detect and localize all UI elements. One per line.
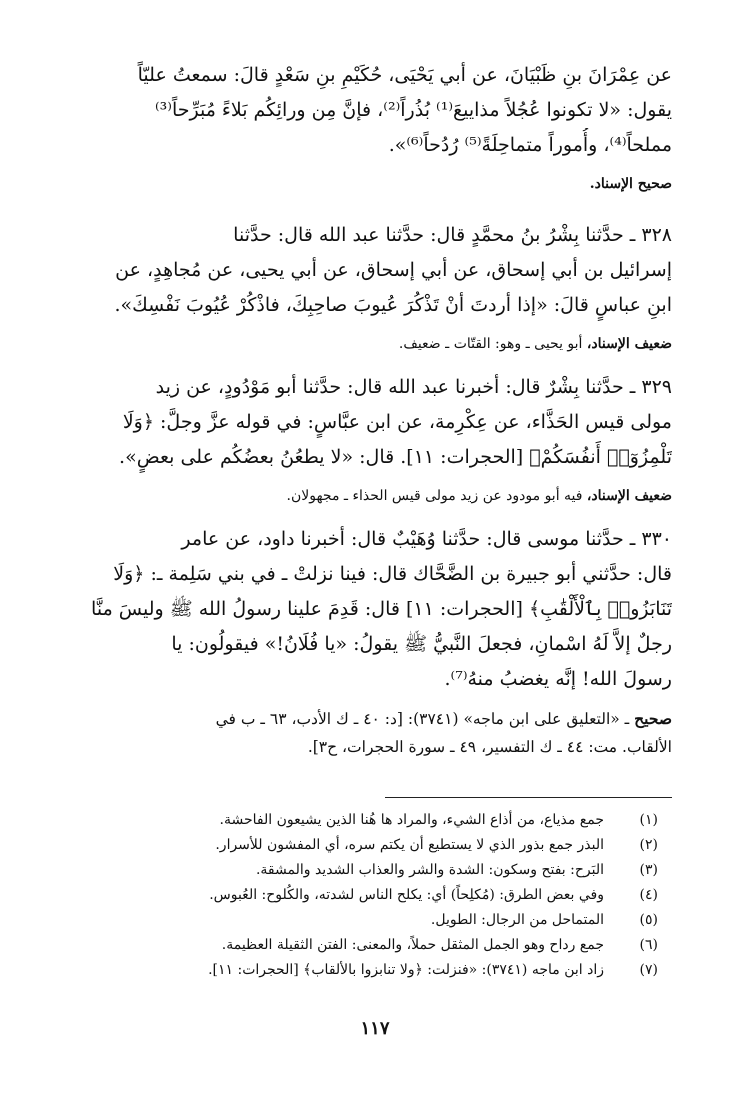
footnote-text: المتماحل من الرجال: الطويل.	[430, 912, 604, 928]
text-line: إسرائيل بن أبي إسحاق، عن أبي إسحاق، عن أبي يحيى، عن مُجاهِدٍ، عن	[115, 259, 672, 281]
text-line: رجلٌ إلاَّ لَهُ اسْمانِ، فجعلَ النَّبيُّ ﷺ يقولُ: «يا فُلَانُ!» فيقولُون: يا	[171, 633, 672, 655]
footnote	[66, 883, 672, 908]
grade-label: صحيح الإسناد.	[589, 176, 672, 192]
footnote-number: (٢)	[639, 837, 658, 853]
grade-label: صحيح	[634, 709, 672, 728]
grading-note	[66, 705, 672, 761]
footnote-number: (٤)	[639, 887, 658, 903]
text-line: عن عِمْرَانَ بنِ ظَبْيَانَ، عن أبي يَحْيَى، حُكَيْمِ بنِ سَعْدٍ قالَ: سمعتُ عليّاً	[137, 64, 672, 86]
footnote-text: زاد ابن ماجه (٣٧٤١): «فنزلت: ﴿ولا تنابزوا بالألقاب﴾ [الحجرات: ١١].	[208, 962, 604, 978]
text-line	[66, 705, 672, 733]
text-line: ٣٣٠ ـ حدَّثنا موسى قال: حدَّثنا وُهَيْبٌ قال: أخبرنا داود، عن عامر	[181, 528, 672, 550]
page-number: ١١٧	[360, 1018, 390, 1039]
footnote	[66, 933, 672, 958]
footnote-text: وفي بعض الطرق: (مُكلِحاً) أي: يكلح الناس لشدته، والكُلوح: العُبوس.	[209, 887, 604, 903]
footnote-text: جمع رداح وهو الجمل المثقل حملاً، والمعنى: الفتن الثقيلة العظيمة.	[221, 937, 604, 953]
footnote	[66, 858, 672, 883]
grade-text: فيه أبو مودود عن زيد مولى قيس الحذاء ـ مجهولان.	[286, 488, 587, 504]
narration-continued	[66, 58, 672, 163]
footnote-divider	[385, 797, 672, 798]
hadith-330	[66, 522, 672, 697]
text-line: مملحاً⁽⁴⁾، وأُموراً متماحِلَةً⁽⁵⁾ رُدُحاً⁽⁶⁾».	[388, 134, 672, 156]
footnote	[66, 958, 672, 983]
text-line: قال: حدَّثني أبو جبيرة بن الضَّحَّاك قال: فينا نزلتْ ـ في بني سَلِمة ـ: ﴿وَلَا	[113, 563, 672, 585]
hadith-328	[66, 218, 672, 323]
hadith-329	[66, 370, 672, 475]
text-line: مولى قيس الحَذَّاء، عن عِكْرِمة، عن ابن عبَّاسٍ: في قوله عزَّ وجلَّ: ﴿وَلَا	[122, 411, 672, 433]
footnote-number: (٧)	[639, 962, 658, 978]
grade-label: ضعيف الإسناد،	[586, 336, 672, 352]
footnote-text: البَرح: بفتح وسكون: الشدة والشر والعذاب الشديد والمشقة.	[255, 862, 604, 878]
text-line: الألقاب. مت: ٤٤ ـ ك التفسير، ٤٩ ـ سورة الحجرات، ح٣].	[307, 738, 672, 756]
text-line: تَلْمِزُوٓا۟ أَنفُسَكُمْ﴾ [الحجرات: ١١]. قال: «لا يطعُنُ بعضُكُم على بعضٍ».	[119, 446, 672, 468]
text-line: تَنَابَزُوا۟ بِٱلْأَلْقَٰبِ﴾ [الحجرات: ١١] قال: قَدِمَ علينا رسولُ الله ﷺ وليسَ منَّا	[91, 598, 672, 620]
footnote-number: (٣)	[639, 862, 658, 878]
grade-text: أبو يحيى ـ وهو: القتّات ـ ضعيف.	[398, 336, 587, 352]
text-line: ٣٢٨ ـ حدَّثنا بِشْرُ بنُ محمَّدٍ قال: حدَّثنا عبد الله قال: حدَّثنا	[233, 224, 672, 246]
footnote	[66, 808, 672, 833]
text-line: رسولَ الله! إنَّه يغضبُ منهُ⁽⁷⁾.	[444, 668, 672, 690]
footnote-number: (٦)	[639, 937, 658, 953]
footnote-number: (٥)	[639, 912, 658, 928]
text-line: ٣٢٩ ـ حدَّثنا بِشْرٌ قال: أخبرنا عبد الله قال: حدَّثنا أبو مَوْدُودٍ، عن زيد	[155, 376, 672, 398]
footnote	[66, 833, 672, 858]
text-line: ابنِ عباسٍ قالَ: «إذا أردتَ أنْ تَذْكُرَ عُيوبَ صاحِبِكَ، فاذْكُرْ عُيُوبَ نَفْسِكَ».	[114, 294, 672, 316]
grading-note	[66, 171, 672, 198]
footnote-text: جمع مذياع، من أذاع الشيء، والمراد ها هُنا الذين يشيعون الفاحشة.	[219, 812, 604, 828]
grading-note	[66, 331, 672, 358]
grade-label: ضعيف الإسناد،	[586, 488, 672, 504]
footnote-number: (١)	[639, 812, 658, 828]
grade-text: ـ «التعليق على ابن ماجه» (٣٧٤١): [د: ٤٠ ـ ك الأدب، ٦٣ ـ ب في	[215, 710, 635, 728]
footnote-text: البذر جمع بذور الذي لا يستطيع أن يكتم سره، أي المفشون للأسرار.	[215, 837, 604, 853]
footnotes	[66, 808, 672, 983]
grading-note	[66, 483, 672, 510]
footnote	[66, 908, 672, 933]
text-line: يقول: «لا تكونوا عُجُلاً مذاييعَ⁽¹⁾ بُذُراً⁽²⁾، فإنَّ مِن ورائِكُم بَلاءً مُبَرِّحاً⁽³⁾	[155, 99, 672, 121]
